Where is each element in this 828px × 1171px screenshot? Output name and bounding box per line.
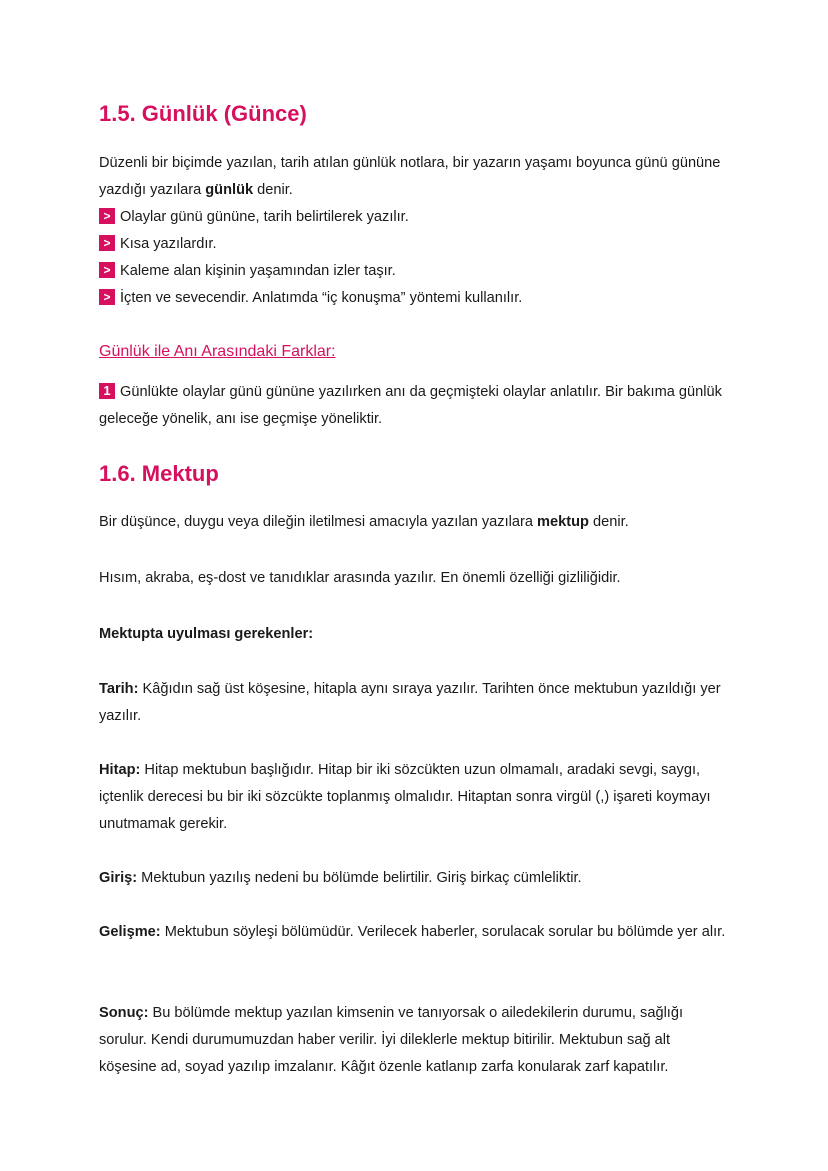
- text: denir.: [588, 514, 629, 530]
- rule-term: Gelişme:: [99, 924, 161, 940]
- bullet-list: [99, 204, 729, 312]
- text: denir.: [253, 182, 293, 198]
- rule-term: Giriş:: [99, 870, 138, 886]
- gunluk-definition: [99, 150, 729, 204]
- text: Bir düşünce, duygu veya dileğin iletilmesi amacıyla yazılan yazılara: [99, 514, 538, 530]
- difference-item: [99, 379, 729, 433]
- rule-text: Hitap mektubun başlığıdır. Hitap bir iki sözcükten uzun olmamalı, aradaki sevgi, saygı, içtenlik derecesi bu bir iki sözcükte toplanmış olmalıdır. Hitaptan sonra virgül (,) işareti koymayı unutmamak gerekir.: [99, 762, 711, 832]
- number-badge: 1: [99, 383, 115, 399]
- rules-heading: Mektupta uyulması gerekenler:: [99, 626, 314, 642]
- rule-gelisme: [99, 919, 729, 946]
- chevron-right-icon: >: [99, 262, 115, 278]
- list-item-text: Kaleme alan kişinin yaşamından izler taşır.: [120, 263, 396, 279]
- chevron-right-icon: >: [99, 208, 115, 224]
- subheading-differences: Günlük ile Anı Arasındaki Farklar:: [99, 343, 336, 360]
- rule-text: Mektubun yazılış nedeni bu bölümde belirtilir. Giriş birkaç cümleliktir.: [137, 870, 582, 886]
- rule-text: Bu bölümde mektup yazılan kimsenin ve tanıyorsak o ailedekilerin durumu, sağlığı sorulur. Kendi durumumuzdan haber verilir. İyi dileklerle mektup bitirilir. Mektubun sağ alt köşesine ad, soyad yazılıp imzalanır. Kâğıt özenle katlanıp zarfa konularak zarf kapatılır.: [99, 1005, 684, 1075]
- rule-hitap: [99, 757, 729, 838]
- rule-term: Hitap:: [99, 762, 141, 778]
- rule-giris: [99, 865, 729, 892]
- rule-term: Tarih:: [99, 681, 139, 697]
- list-item-text: İçten ve sevecendir. Anlatımda “iç konuşma” yöntemi kullanılır.: [120, 290, 523, 306]
- rule-sonuc: [99, 1000, 729, 1081]
- list-item: [99, 285, 729, 312]
- bold-term: günlük: [205, 182, 254, 198]
- mektup-definition: [99, 509, 729, 536]
- chevron-right-icon: >: [99, 289, 115, 305]
- list-item-text: Kısa yazılardır.: [120, 236, 217, 252]
- list-item: [99, 204, 729, 231]
- rule-text: Kâğıdın sağ üst köşesine, hitapla aynı sıraya yazılır. Tarihten önce mektubun yazıldığı yer yazılır.: [99, 681, 721, 724]
- section-heading-mektup: 1.6. Mektup: [99, 461, 219, 486]
- section-heading-gunluk: 1.5. Günlük (Günce): [99, 101, 307, 126]
- rule-text: Mektubun söyleşi bölümüdür. Verilecek haberler, sorulacak sorular bu bölümde yer alır.: [160, 924, 726, 940]
- text: Düzenli bir biçimde yazılan, tarih atılan günlük notlara, bir yazarın yaşamı boyunca günü gününe yazdığı yazılara: [99, 155, 721, 198]
- mektup-paragraph: Hısım, akraba, eş-dost ve tanıdıklar arasında yazılır. En önemli özelliği gizliliğidir.: [99, 570, 621, 586]
- list-item-text: Olaylar günü gününe, tarih belirtilerek yazılır.: [120, 209, 409, 225]
- list-item: [99, 231, 729, 258]
- chevron-right-icon: >: [99, 235, 115, 251]
- rule-tarih: [99, 676, 729, 730]
- rule-term: Sonuç:: [99, 1005, 149, 1021]
- list-item: [99, 258, 729, 285]
- bold-term: mektup: [537, 514, 589, 530]
- difference-text: Günlükte olaylar günü gününe yazılırken anı da geçmişteki olaylar anlatılır. Bir bakıma günlük geleceğe yönelik, anı ise geçmişe yöneliktir.: [99, 384, 722, 427]
